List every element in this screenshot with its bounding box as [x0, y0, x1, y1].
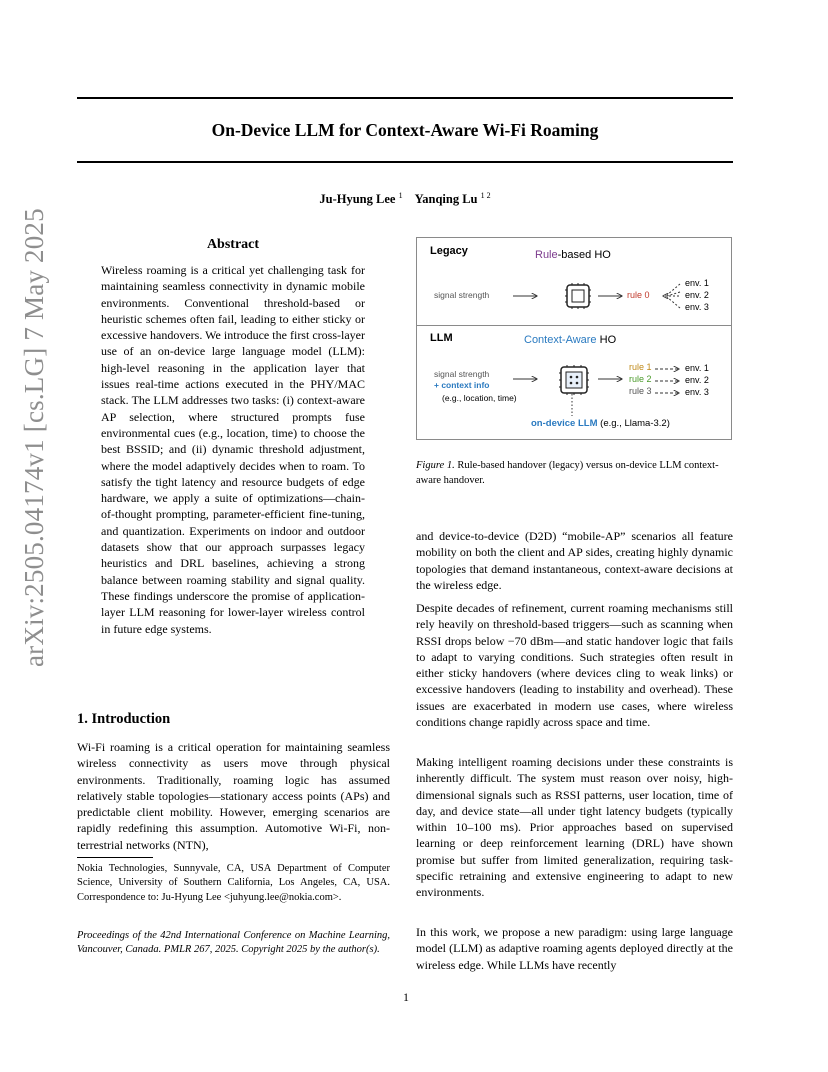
llm-title-rest: HO [596, 334, 617, 346]
footnote-affiliations: Nokia Technologies, Sunnyvale, CA, USA Department of Computer Science, University of Southern California, Los Angeles, CA, USA. Correspondence to: Ju-Hyung Lee <juhyung.lee@nokia.com>. [77, 863, 390, 903]
llm-device-example: (e.g., Llama-3.2) [600, 418, 670, 429]
paper-title: On-Device LLM for Context-Aware Wi-Fi Roaming [211, 120, 599, 140]
intro-paragraph-right: Making intelligent roaming decisions under these constraints is inherently difficult. The system must reason over noisy, high-dimensional signals such as RSSI patterns, user location, time of day, and device state—all under tight latency budgets (typically within 10–100 ms). Prior approaches based on supervised learning or deep reinforcement learning (DRL) have shown promise but suffer from limited generalization, requiring task-specific retraining and extensive engineering to adapt to new environments. [416, 755, 733, 900]
llm-input-label: signal strength [434, 369, 490, 379]
author-affiliation: 1 2 [480, 191, 491, 200]
figure-caption [416, 459, 732, 488]
intro-paragraph-right: In this work, we propose a new paradigm: using large language model (LLM) as adaptive roaming agents deployed directly at the wireless edge. While LLMs have recently [416, 925, 733, 972]
llm-context-label: + context info [434, 380, 490, 390]
caption-label: Figure 1. [416, 460, 455, 471]
llm-title-ctx: Context-Aware [524, 334, 597, 346]
intro-paragraph-right: Despite decades of refinement, current roaming mechanisms still rely heavily on threshold-based triggers—such as scanning when RSSI drops below −70 dBm—and static handover logic that fails to adapt to varying conditions. Such strategies often result in either sticky handovers (where devices cling to weak links) or excessive handovers (leading to instability and overhead). These issues are exacerbated in modern use cases, where wireless conditions change rapidly across space and time. [416, 601, 733, 730]
author-affiliation: 1 [398, 191, 403, 200]
llm-rule-label: rule 2 [629, 374, 652, 384]
legacy-title-rest: -based HO [557, 249, 611, 261]
legacy-title-rule: Rule [535, 249, 558, 261]
figure-divider [417, 325, 731, 326]
llm-rule-label: rule 3 [629, 386, 652, 396]
env-label: env. 1 [685, 363, 709, 373]
env-label: env. 1 [685, 278, 709, 288]
section-heading: 1. Introduction [77, 711, 171, 727]
author-list [77, 191, 733, 207]
title-top-rule [77, 97, 733, 99]
env-label: env. 2 [685, 375, 709, 385]
legacy-label: Legacy [430, 245, 468, 257]
env-label: env. 3 [685, 387, 709, 397]
chip-icon [565, 283, 591, 309]
llm-device-name: on-device LLM [531, 418, 598, 429]
llm-rule-label: rule 1 [629, 362, 652, 372]
intro-paragraph-right: and device-to-device (D2D) “mobile-AP” scenarios all feature mobility on both the client and AP sides, creating highly dynamic topologies that demand instantaneous, context-aware decisions at the wireless edge. [416, 529, 733, 592]
on-device-llm-label [531, 418, 670, 429]
title-bottom-rule [77, 161, 733, 163]
abstract-text: Wireless roaming is a critical yet challenging task for maintaining seamless connectivity in dynamic mobile environments. Conventional threshold-based or heuristic schemes often fail, leading to either sticky or excessive handovers. We introduce the first cross-layer use of an on-device large language model (LLM): high-level reasoning in the application layer that issues real-time actions executed in the PHY/MAC stack. The LLM addresses two tasks: (i) context-aware AP selection, where structured prompts fuse environmental cues (e.g., location, time) to choose the best BSSID; and (ii) dynamic threshold adjustment, where the model adaptively decides when to roam. To satisfy the tight latency and resource budgets of edge hardware, we apply a suite of optimizations—chain-of-thought prompting, parameter-efficient fine-tuning, and quantization. Experiments on indoor and outdoor datasets show that our approach surpasses legacy heuristics and DRL baselines, achieving a strong balance between roaming stability and signal quality. These findings underscore the promise of application-layer LLM reasoning for lower-layer wireless control in future edge systems. [101, 263, 365, 636]
abstract-heading: Abstract [206, 237, 260, 252]
dashed-line [667, 284, 680, 295]
legacy-rule-label: rule 0 [627, 290, 650, 300]
dashed-line [667, 292, 680, 296]
llm-label: LLM [430, 332, 453, 344]
env-label: env. 3 [685, 302, 709, 312]
legacy-input-label: signal strength [434, 290, 490, 300]
llm-chip-icon [559, 365, 589, 395]
page-number: 1 [403, 990, 409, 1004]
llm-context-example: (e.g., location, time) [442, 393, 517, 403]
intro-paragraph-left: Wi-Fi roaming is a critical operation for maintaining seamless wireless connectivity as users move through physical environments. Traditionally, roaming logic has assumed relatively stable topologies—stationary access points (APs) and predictable client mobility. However, emerging scenarios are rapidly redefining this assumption. Automotive Wi-Fi, non-terrestrial networks (NTN), [77, 740, 390, 852]
llm-title [524, 334, 616, 346]
figure-1 [416, 237, 732, 440]
author-name: Yanqing Lu [414, 192, 478, 207]
env-label: env. 2 [685, 290, 709, 300]
legacy-title [535, 249, 611, 261]
arxiv-stamp: arXiv:2505.04174v1 [cs.LG] 7 May 2025 [19, 208, 49, 667]
caption-text: Rule-based handover (legacy) versus on-device LLM context-aware handover. [416, 460, 719, 486]
author-name: Ju-Hyung Lee [319, 192, 396, 207]
footnote-proceedings: Proceedings of the 42nd International Conference on Machine Learning, Vancouver, Canada. PMLR 267, 2025. Copyright 2025 by the author(s). [77, 930, 390, 956]
footnote-rule [77, 857, 153, 858]
dashed-line [667, 297, 680, 308]
